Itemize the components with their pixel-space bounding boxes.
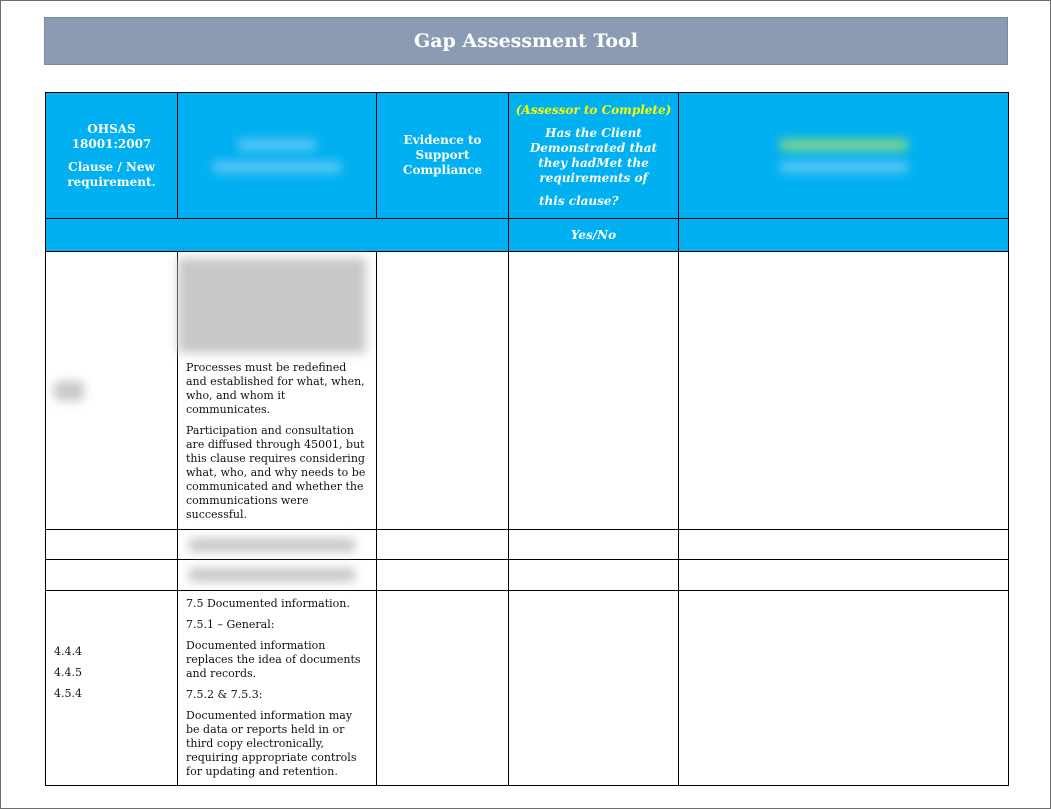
yes-no-label: Yes/No	[509, 219, 679, 252]
clause-cell	[46, 252, 178, 530]
header-text: requirement.	[67, 174, 156, 189]
table-row	[46, 530, 1009, 560]
clause-cell	[46, 530, 178, 560]
paragraph: Participation and consultation are diffused through 45001, but this clause requires considering what, who, and why needs to be communicated and whether the communications were successful.	[186, 424, 366, 521]
table-row	[46, 252, 1009, 530]
header-row	[46, 93, 1009, 219]
header-text: Has the Client	[545, 126, 642, 140]
header-text: this clause?	[539, 194, 619, 208]
paragraph: 7.5 Documented information.	[186, 597, 350, 610]
subheader-row	[46, 219, 1009, 252]
evidence-cell[interactable]	[377, 530, 509, 560]
header-text: Clause / New	[68, 159, 155, 174]
header-redacted-2	[679, 93, 1009, 219]
paragraph: 7.5.1 – General:	[186, 618, 275, 631]
clause-number: 4.4.5	[54, 666, 82, 679]
header-text: OHSAS	[87, 121, 136, 136]
clause-number: 4.5.4	[54, 687, 82, 700]
gap-assessment-table	[45, 92, 1009, 786]
yes-no-cell[interactable]	[509, 560, 679, 591]
evidence-cell[interactable]	[377, 252, 509, 530]
subheader-empty	[679, 219, 1009, 252]
assessor-note: (Assessor to Complete)	[515, 103, 672, 117]
header-text: Demonstrated that	[529, 141, 658, 155]
yes-no-cell[interactable]	[509, 530, 679, 560]
header-text: requirements of	[539, 171, 648, 185]
notes-cell[interactable]	[679, 252, 1009, 530]
evidence-cell[interactable]	[377, 591, 509, 786]
header-text: 18001:2007	[71, 136, 152, 151]
header-redacted	[178, 93, 377, 219]
page-title: Gap Assessment Tool	[44, 17, 1008, 65]
header-text: they hadMet the	[538, 156, 649, 170]
yes-no-cell[interactable]	[509, 252, 679, 530]
requirement-cell	[178, 591, 377, 786]
evidence-cell[interactable]	[377, 560, 509, 591]
clause-cell	[46, 591, 178, 786]
notes-cell[interactable]	[679, 530, 1009, 560]
paragraph: 7.5.2 & 7.5.3:	[186, 688, 263, 701]
clause-cell	[46, 560, 178, 591]
requirement-cell	[178, 560, 377, 591]
requirement-cell	[178, 252, 377, 530]
requirement-text	[178, 361, 376, 522]
table-row	[46, 591, 1009, 786]
yes-no-cell[interactable]	[509, 591, 679, 786]
paragraph: Documented information replaces the idea of documents and records.	[186, 639, 361, 680]
paragraph: Documented information may be data or reports held in or third copy electronically, requiring appropriate controls for updating and retention.	[186, 709, 357, 778]
notes-cell[interactable]	[679, 560, 1009, 591]
header-evidence	[377, 93, 509, 219]
requirement-cell	[178, 530, 377, 560]
subheader-empty	[46, 219, 509, 252]
table-row	[46, 560, 1009, 591]
paragraph: Processes must be redefined and established for what, when, who, and whom it communicates.	[186, 361, 365, 416]
header-clause	[46, 93, 178, 219]
header-assessor	[509, 93, 679, 219]
clause-number: 4.4.4	[54, 645, 82, 658]
header-text: Evidence to Support Compliance	[402, 133, 483, 177]
notes-cell[interactable]	[679, 591, 1009, 786]
